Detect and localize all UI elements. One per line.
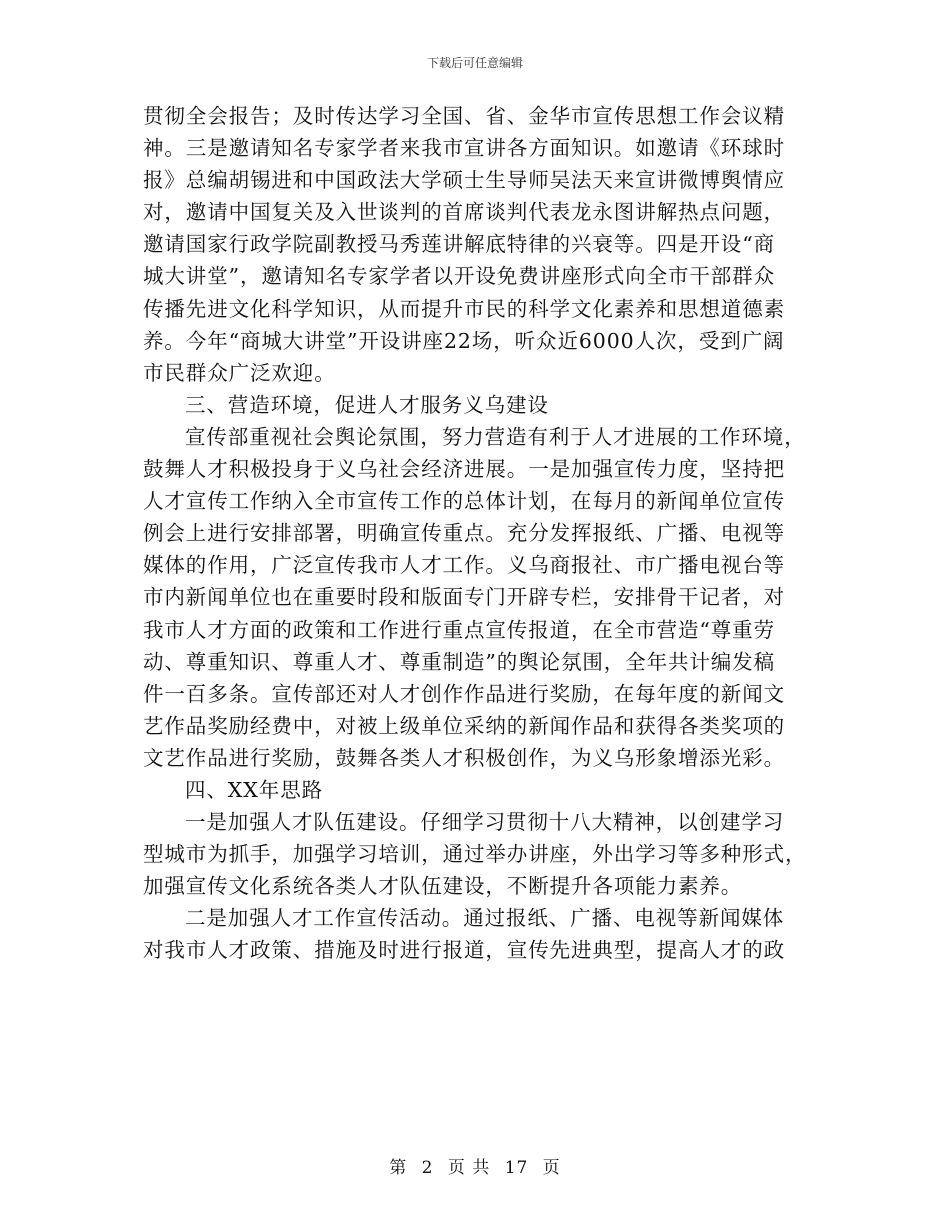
text-line: 城大讲堂”，邀请知名专家学者以开设免费讲座形式向全市干部群众 [143,264,775,289]
footer-prefix: 第 [389,1158,408,1178]
document-body [143,100,811,967]
footer-suffix: 页 [542,1158,561,1178]
text-line: 型城市为抓手，加强学习培训，通过举办讲座，外出学习等多种形式， [143,842,807,867]
text-line: 贯彻全会报告；及时传达学习全国、省、金华市宣传思想工作会议精 [143,104,785,128]
text-line: 加强宣传文化系统各类人才队伍建设，不断提升各项能力素养。 [143,874,743,899]
text-line: 件一百多条。宣传部还对人才创作作品进行奖励，在每年度的新闻文 [143,681,785,706]
text-line: 神。三是邀请知名专家学者来我市宣讲各方面知识。如邀请《环球时 [143,136,785,161]
text-line: 动、尊重知识、尊重人才、尊重制造”的舆论氛围，全年共计编发稿 [143,649,775,674]
text-line: 媒体的作用，广泛宣传我市人才工作。义乌商报社、市广播电视台等 [143,553,785,578]
text-line: 传播先进文化科学知识，从而提升市民的科学文化素养和思想道德素 [143,296,785,321]
paragraph-start: 二是加强人才工作宣传活动。通过报纸、广播、电视等新闻媒体 [185,906,785,931]
text-line: 人才宣传工作纳入全市宣传工作的总体计划，在每月的新闻单位宣传 [143,489,785,514]
section-heading: 四、XX年思路 [185,777,323,802]
paragraph-start: 宣传部重视社会舆论氛围，努力营造有利于人才进展的工作环境， [185,424,806,449]
total-pages: 17 [504,1158,529,1178]
text-line: 市内新闻单位也在重要时段和版面专门开辟专栏，安排骨干记者，对 [143,585,785,610]
text-line: 养。今年“商城大讲堂”开设讲座22场，听众近6000人次，受到广阔 [143,328,785,353]
text-line: 鼓舞人才积极投身于义乌社会经济进展。一是加强宣传力度，坚持把 [143,457,785,482]
text-line: 对我市人才政策、措施及时进行报道，宣传先进典型，提高人才的政 [143,938,785,963]
text-line: 对，邀请中国复关及入世谈判的首席谈判代表龙永图讲解热点问题， [143,200,785,225]
text-line: 报》总编胡锡进和中国政法大学硕士生导师吴法天来宣讲微博舆情应 [143,168,785,193]
text-line: 市民群众广泛欢迎。 [143,360,336,385]
page-number: 2 [421,1158,434,1178]
text-line: 我市人才方面的政策和工作进行重点宣传报道，在全市营造“尊重劳 [143,617,775,642]
text-line: 文艺作品进行奖励，鼓舞各类人才积极创作，为义乌形象增添光彩。 [143,745,785,770]
text-line: 邀请国家行政学院副教授马秀莲讲解底特律的兴衰等。四是开设“商 [143,232,775,257]
footer-middle: 页 共 [447,1158,491,1178]
page-footer [0,1153,950,1178]
page-header: 下载后可任意编辑 [426,56,523,70]
paragraph-start: 一是加强人才队伍建设。仔细学习贯彻十八大精神，以创建学习 [185,810,785,835]
text-line: 例会上进行安排部署，明确宣传重点。充分发挥报纸、广播、电视等 [143,521,785,546]
text-line: 艺作品奖励经费中，对被上级单位采纳的新闻作品和获得各类奖项的 [143,713,785,738]
section-heading: 三、营造环境，促进人才服务义乌建设 [185,392,549,417]
